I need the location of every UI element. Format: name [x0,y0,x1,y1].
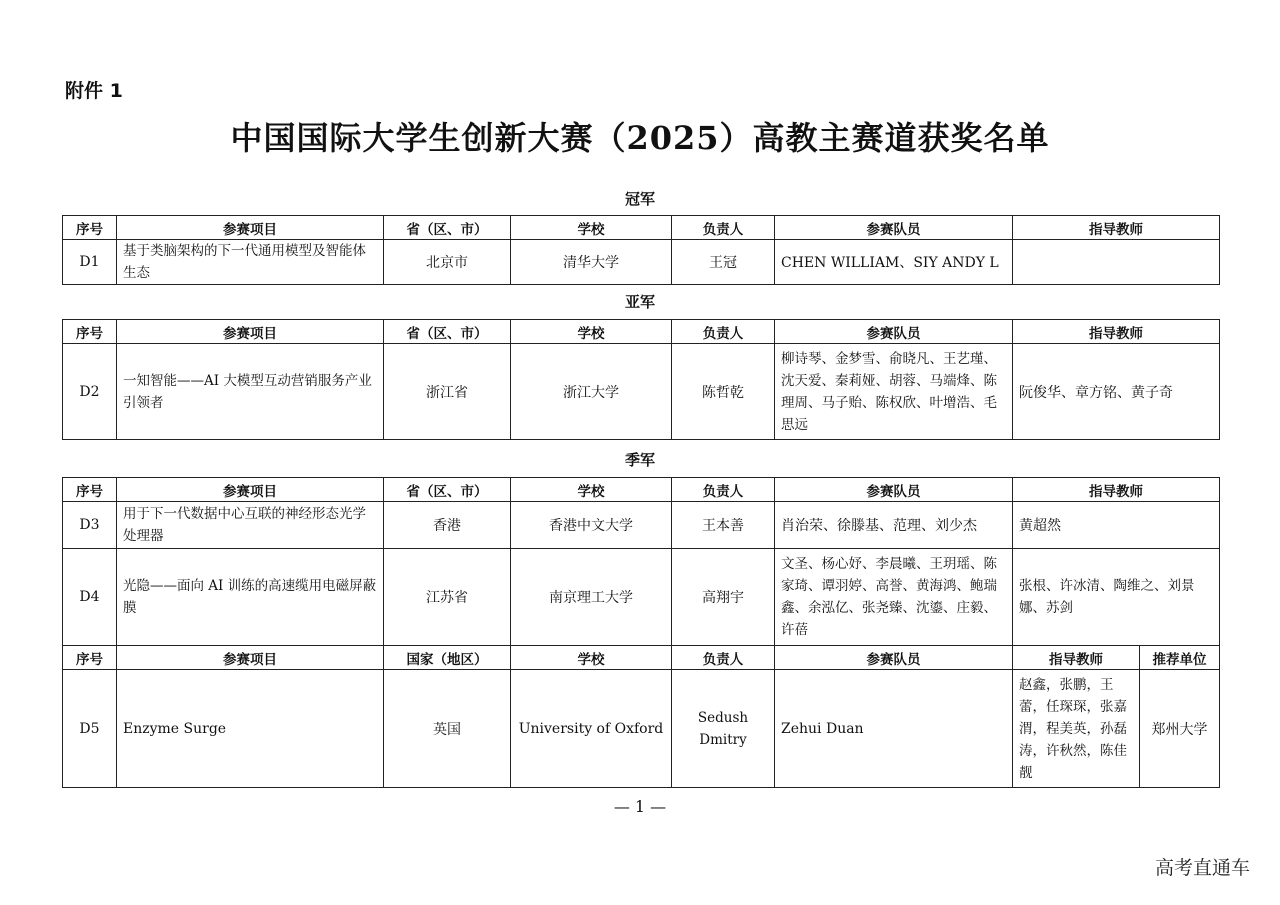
cell-school: 清华大学 [511,240,672,285]
header-project: 参赛项目 [117,478,384,502]
cell-no: D1 [63,240,117,285]
header-members: 参赛队员 [775,478,1013,502]
cell-province: 浙江省 [384,344,511,440]
cell-leader: 王冠 [672,240,775,285]
third-table [62,477,1220,788]
cell-project: 用于下一代数据中心互联的神经形态光学处理器 [117,502,384,549]
cell-project: Enzyme Surge [117,670,384,788]
cell-project: 光隐——面向 AI 训练的高速缆用电磁屏蔽膜 [117,549,384,646]
table-header-row [63,320,1220,344]
header-project: 参赛项目 [117,320,384,344]
cell-leader: Sedush Dmitry [672,670,775,788]
cell-no: D5 [63,670,117,788]
cell-country: 英国 [384,670,511,788]
header-advisors: 指导教师 [1013,646,1140,670]
header-school: 学校 [511,216,672,240]
cell-members: 文圣、杨心妤、李晨曦、王玥瑶、陈家琦、谭羽婷、高誉、黄海鸿、鲍瑞鑫、余泓亿、张尧臻、沈鎏、庄毅、许蓓 [775,549,1013,646]
cell-province: 江苏省 [384,549,511,646]
table-row [63,670,1220,788]
cell-no: D4 [63,549,117,646]
cell-school: 浙江大学 [511,344,672,440]
cell-members: CHEN WILLIAM、SIY ANDY L [775,240,1013,285]
cell-members: Zehui Duan [775,670,1013,788]
header-advisors: 指导教师 [1013,320,1220,344]
table-row [63,549,1220,646]
header-advisors: 指导教师 [1013,478,1220,502]
page-number: — 1 — [613,797,667,816]
header-leader: 负责人 [672,216,775,240]
cell-advisors: 黄超然 [1013,502,1220,549]
header-no: 序号 [63,646,117,670]
header-school: 学校 [511,646,672,670]
header-recommender: 推荐单位 [1140,646,1220,670]
cell-school: University of Oxford [511,670,672,788]
cell-advisors [1013,240,1220,285]
cell-members: 柳诗琴、金梦雪、俞晓凡、王艺瑾、沈天爱、秦莉娅、胡蓉、马端烽、陈理周、马子贻、陈权欣、叶增浩、毛思远 [775,344,1013,440]
header-leader: 负责人 [672,646,775,670]
table-header-row [63,216,1220,240]
cell-advisors: 张根、许冰清、陶维之、刘景娜、苏剑 [1013,549,1220,646]
header-no: 序号 [63,216,117,240]
header-leader: 负责人 [672,320,775,344]
cell-recommender: 郑州大学 [1140,670,1220,788]
cell-leader: 高翔宇 [672,549,775,646]
table-header-row [63,478,1220,502]
runnerup-table [62,319,1220,440]
header-advisors: 指导教师 [1013,216,1220,240]
header-country: 国家（地区） [384,646,511,670]
header-leader: 负责人 [672,478,775,502]
section-heading-runnerup: 亚军 [624,293,655,311]
cell-members: 肖治荣、徐滕基、范理、刘少杰 [775,502,1013,549]
cell-advisors: 阮俊华、章方铭、黄子奇 [1013,344,1220,440]
header-members: 参赛队员 [775,646,1013,670]
header-project: 参赛项目 [117,646,384,670]
table-row [63,502,1220,549]
header-province: 省（区、市） [384,216,511,240]
header-school: 学校 [511,320,672,344]
header-members: 参赛队员 [775,216,1013,240]
cell-school: 香港中文大学 [511,502,672,549]
cell-project: 一知智能——AI 大模型互动营销服务产业引领者 [117,344,384,440]
cell-school: 南京理工大学 [511,549,672,646]
header-members: 参赛队员 [775,320,1013,344]
header-school: 学校 [511,478,672,502]
champion-table [62,215,1220,285]
table-row [63,240,1220,285]
cell-leader: 陈哲乾 [672,344,775,440]
header-province: 省（区、市） [384,478,511,502]
header-no: 序号 [63,320,117,344]
cell-province: 香港 [384,502,511,549]
section-heading-third: 季军 [624,451,655,469]
header-project: 参赛项目 [117,216,384,240]
header-no: 序号 [63,478,117,502]
header-province: 省（区、市） [384,320,511,344]
cell-project: 基于类脑架构的下一代通用模型及智能体生态 [117,240,384,285]
cell-no: D2 [63,344,117,440]
table-row [63,344,1220,440]
cell-advisors: 赵鑫，张鹏，王蕾，任琛琛，张嘉渭，程美英，孙磊涛，许秋然，陈佳靓 [1013,670,1140,788]
cell-no: D3 [63,502,117,549]
annex-label: 附件 1 [65,80,123,102]
table-header-row-intl [63,646,1220,670]
cell-province: 北京市 [384,240,511,285]
cell-leader: 王本善 [672,502,775,549]
document-title: 中国国际大学生创新大赛（2025）高教主赛道获奖名单 [230,119,1050,157]
section-heading-champion: 冠军 [624,190,655,208]
watermark: 高考直通车 [1154,857,1250,879]
